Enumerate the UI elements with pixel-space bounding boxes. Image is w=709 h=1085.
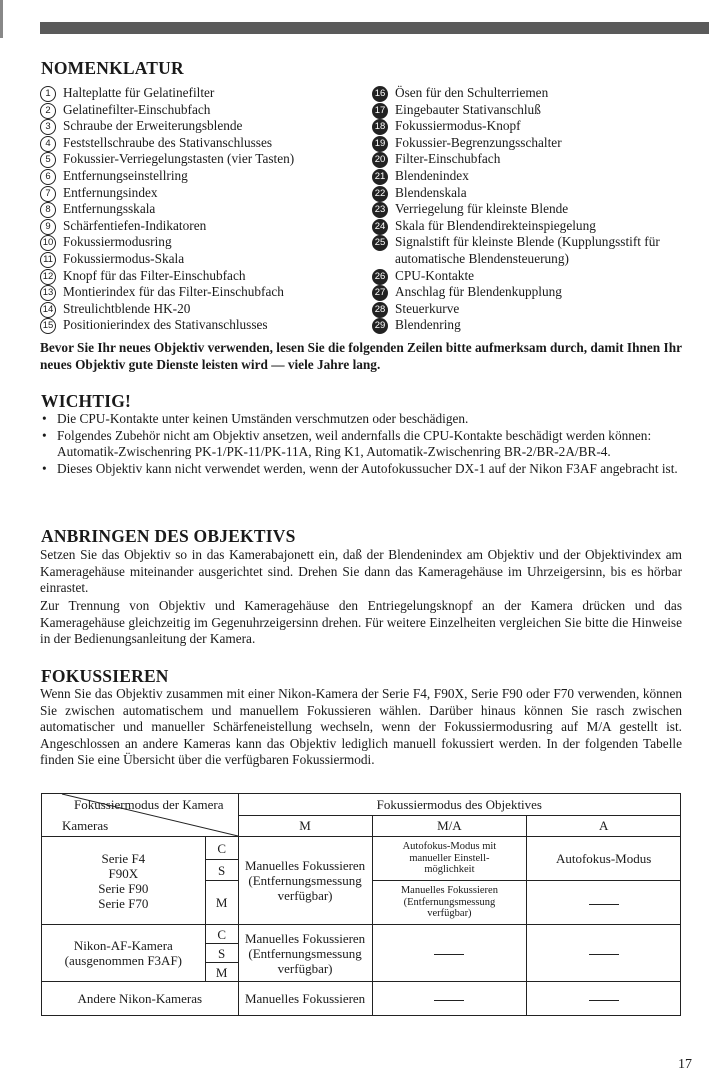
item-label: Fokussiermodus-Knopf	[395, 118, 521, 134]
item-number-icon: 26	[372, 269, 388, 285]
nomenclature-item	[40, 201, 352, 218]
notice-paragraph: Bevor Sie Ihr neues Objektiv verwenden, lesen Sie die folgenden Zeilen bitte aufmerksam durch, damit Ihnen Ihr neues Objektiv gute Dienste leisten wird — viele Jahre lang.	[40, 340, 682, 372]
item-number-icon: 4	[40, 136, 56, 152]
item-number-icon: 23	[372, 202, 388, 218]
item-label: Montierindex für das Filter-Einschubfach	[63, 284, 284, 300]
item-number-icon: 17	[372, 103, 388, 119]
nomenclature-item	[40, 102, 352, 119]
item-number-icon: 12	[40, 269, 56, 285]
item-number-icon: 5	[40, 152, 56, 168]
section-title-nomenklatur: NOMENKLATUR	[41, 58, 184, 78]
item-number-icon: 6	[40, 169, 56, 185]
cameras-label: Kameras	[62, 818, 109, 833]
cell-cameras-f-series: Serie F4 F90X Serie F90 Serie F70	[42, 837, 206, 925]
item-label: Schärfentiefen-Indikatoren	[63, 217, 207, 233]
item-number-icon: 29	[372, 318, 388, 334]
mode-s: S	[205, 944, 238, 963]
item-number-icon: 11	[40, 252, 56, 268]
item-number-icon: 21	[372, 169, 388, 185]
cell-not-available	[527, 982, 681, 1016]
item-label: Halteplatte für Gelatinefilter	[63, 85, 215, 100]
item-label: Entfernungsindex	[63, 184, 158, 200]
mode-c: C	[205, 925, 238, 944]
nomenclature-item	[40, 218, 352, 235]
warning-item: • Die CPU-Kontakte unter keinen Umständen verschmutzen oder beschädigen.	[40, 411, 682, 428]
table-row	[42, 837, 681, 860]
nomenclature-item	[372, 102, 684, 119]
nomenclature-item	[40, 118, 352, 135]
item-label: Schraube der Erweiterungsblende	[63, 118, 243, 134]
nomenclature-item	[40, 251, 352, 268]
item-number-icon: 7	[40, 186, 56, 202]
item-label: Verriegelung für kleinste Blende	[395, 201, 569, 217]
nomenclature-item	[372, 185, 684, 202]
table-header-row	[42, 794, 681, 816]
anbringen-paragraph-2: Zur Trennung von Objektiv und Kameragehäuse den Entriegelungsknopf an der Kamera drücken und das Kameragehäuse gleichzeitig im Gegenuhrzeigersinn drehen. Für weitere Einzelheiten vergleichen Sie bitte die Hinweise in der Bedienungsanleitung der Kamera.	[40, 598, 682, 647]
col-header-ma: M/A	[372, 815, 527, 837]
nomenclature-item	[40, 234, 352, 251]
cell-manual-focus-small: Manuelles Fokussieren (Entfernungsmessung verfügbar)	[372, 881, 527, 925]
item-number-icon: 22	[372, 186, 388, 202]
nomenclature-item	[372, 317, 684, 334]
nomenclature-item	[40, 135, 352, 152]
dash-mark	[434, 1000, 464, 1001]
table-row	[42, 925, 681, 944]
nomenclature-item	[372, 168, 684, 185]
anbringen-paragraph-1: Setzen Sie das Objektiv so in das Kamerabajonett ein, daß der Blendenindex am Objektiv und der Objektivindex am Kameragehäuse miteinander ausgerichtet sind. Drehen Sie dann das Kameragehäuse im Uhrzeigersinn, bis es hörbar einrastet.	[40, 547, 682, 596]
item-number-icon: 9	[40, 219, 56, 235]
item-label: Signalstift für kleinste Blende (Kupplungsstift für automatische Blendensteuerung)	[395, 234, 660, 266]
col-header-a: A	[527, 815, 681, 837]
col-header-m: M	[238, 815, 372, 837]
cell-not-available	[372, 925, 527, 982]
item-number-icon: 19	[372, 136, 388, 152]
item-number-icon: 18	[372, 119, 388, 135]
item-label: Eingebauter Stativanschluß	[395, 101, 541, 117]
warning-item: • Dieses Objektiv kann nicht verwendet werden, wenn der Autofokussucher DX-1 auf der Nikon F3AF angebracht ist.	[40, 461, 682, 478]
cell-not-available	[527, 925, 681, 982]
section-title-fokussieren: FOKUSSIEREN	[41, 666, 169, 686]
header-bar	[40, 22, 709, 34]
nomenclature-item	[372, 301, 684, 318]
mode-c: C	[205, 837, 238, 860]
nomenclature-item	[372, 218, 684, 235]
nomenclature-item	[372, 234, 684, 267]
nomenclature-item	[40, 268, 352, 285]
cell-manual-focus: Manuelles Fokussieren (Entfernungsmessung verfügbar)	[238, 925, 372, 982]
item-number-icon: 27	[372, 285, 388, 301]
item-number-icon: 13	[40, 285, 56, 301]
item-label: Blendenring	[395, 317, 461, 333]
dash-mark	[434, 954, 464, 955]
page-edge-mark	[0, 0, 3, 38]
section-title-anbringen: ANBRINGEN DES OBJEKTIVS	[41, 526, 296, 546]
nomenclature-item	[40, 168, 352, 185]
item-number-icon: 28	[372, 302, 388, 318]
item-label: Positionierindex des Stativanschlusses	[63, 317, 268, 333]
cell-not-available	[372, 982, 527, 1016]
nomenclature-item	[40, 151, 352, 168]
fokussieren-paragraph: Wenn Sie das Objektiv zusammen mit einer Nikon-Kamera der Serie F4, F90X, Serie F90 oder F70 verwenden, können Sie zwischen automatischem und manuellem Fokussieren wählen. Darüber hinaus können Sie rasch zwischen automatischer und manueller Schärfeneistellung wechseln, wenn der Fokussiermodusring auf M/A gestellt ist. Angeschlossen an andere Kameras kann das Objektiv lediglich manuell fokussiert werden. In der folgenden Tabelle finden Sie eine Übersicht über die verfügbaren Fokussiermodi.	[40, 686, 682, 768]
nomenclature-item	[40, 85, 352, 102]
lens-mode-header: Fokussiermodus des Objektives	[238, 794, 680, 816]
item-number-icon: 16	[372, 86, 388, 102]
nomenclature-item	[372, 151, 684, 168]
item-label: Steuerkurve	[395, 300, 460, 316]
item-number-icon: 8	[40, 202, 56, 218]
nomenclature-item	[372, 135, 684, 152]
item-label: Entfernungseinstellring	[63, 167, 188, 183]
warning-list	[40, 411, 682, 477]
item-number-icon: 14	[40, 302, 56, 318]
nomenclature-item	[40, 301, 352, 318]
item-label: Fokussier-Verriegelungstasten (vier Tasten)	[63, 151, 295, 167]
cell-manual-focus: Manuelles Fokussieren (Entfernungsmessung verfügbar)	[238, 837, 372, 925]
table-corner-header	[42, 794, 239, 837]
nomenclature-list-left	[40, 85, 352, 334]
nomenclature-item	[372, 118, 684, 135]
item-label: CPU-Kontakte	[395, 267, 475, 283]
section-title-wichtig: WICHTIG!	[41, 391, 132, 411]
nomenclature-item	[40, 317, 352, 334]
mode-s: S	[205, 860, 238, 881]
mode-m: M	[205, 963, 238, 982]
item-label: Entfernungsskala	[63, 201, 156, 217]
nomenclature-item	[372, 85, 684, 102]
item-label: Ösen für den Schulterriemen	[395, 85, 549, 100]
item-label: Gelatinefilter-Einschubfach	[63, 101, 211, 117]
item-number-icon: 24	[372, 219, 388, 235]
item-label: Blendenskala	[395, 184, 467, 200]
nomenclature-item	[40, 185, 352, 202]
item-label: Blendenindex	[395, 167, 469, 183]
cell-manual-focus: Manuelles Fokussieren	[238, 982, 372, 1016]
cell-cameras-af: Nikon-AF-Kamera (ausgenommen F3AF)	[42, 925, 206, 982]
nomenclature-list-right	[372, 85, 684, 334]
item-label: Streulichtblende HK-20	[63, 300, 191, 316]
mode-m: M	[205, 881, 238, 925]
item-label: Fokussiermodusring	[63, 234, 172, 250]
warning-item: • Folgendes Zubehör nicht am Objektiv ansetzen, weil andernfalls die CPU-Kontakte beschädigt werden können: Automatik-Zwischenring PK-1/PK-11/PK-11A, Ring K1, Automatik-Zwischenring BR-2/BR-2A/BR-4.	[40, 428, 682, 461]
item-label: Anschlag für Blendenkupplung	[395, 284, 562, 300]
item-number-icon: 10	[40, 235, 56, 251]
cell-autofocus-mode: Autofokus-Modus	[527, 837, 681, 881]
nomenclature-item	[372, 284, 684, 301]
nomenclature-item	[372, 268, 684, 285]
item-number-icon: 15	[40, 318, 56, 334]
item-label: Feststellschraube des Stativanschlusses	[63, 134, 273, 150]
table-row	[42, 982, 681, 1016]
item-label: Skala für Blendendirekteinspiegelung	[395, 217, 596, 233]
dash-mark	[589, 954, 619, 955]
item-number-icon: 3	[40, 119, 56, 135]
item-label: Filter-Einschubfach	[395, 151, 501, 167]
item-label: Knopf für das Filter-Einschubfach	[63, 267, 246, 283]
item-number-icon: 20	[372, 152, 388, 168]
dash-mark	[589, 1000, 619, 1001]
item-number-icon: 25	[372, 235, 388, 251]
item-label: Fokussiermodus-Skala	[63, 250, 185, 266]
cell-not-available	[527, 881, 681, 925]
item-number-icon: 1	[40, 86, 56, 102]
nomenclature-item	[40, 284, 352, 301]
focus-mode-table	[41, 793, 681, 1016]
dash-mark	[589, 904, 619, 905]
cell-af-with-manual: Autofokus-Modus mit manueller Einstell- möglichkeit	[372, 837, 527, 881]
camera-mode-label: Fokussiermodus der Kamera	[74, 797, 224, 812]
item-label: Fokussier-Begrenzungsschalter	[395, 134, 562, 150]
page-number: 17	[678, 1057, 692, 1072]
item-number-icon: 2	[40, 103, 56, 119]
nomenclature-item	[372, 201, 684, 218]
cell-cameras-other: Andere Nikon-Kameras	[42, 982, 239, 1016]
